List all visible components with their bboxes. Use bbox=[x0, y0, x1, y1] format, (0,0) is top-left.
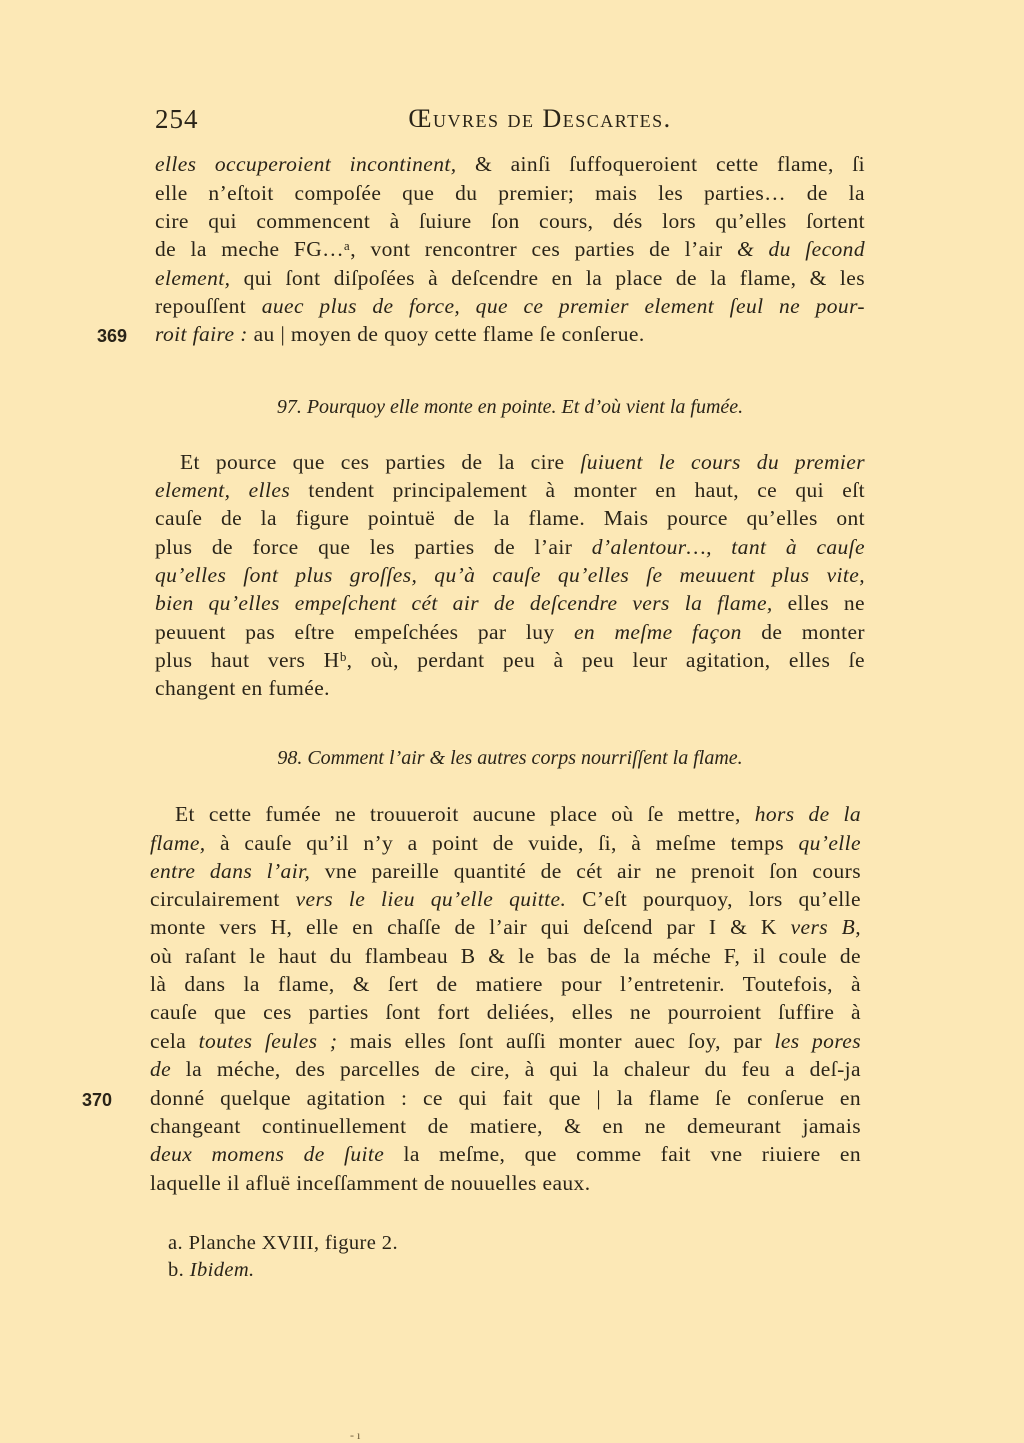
text-line: repouſſent auec plus de force, que ce premier element ſeul ne pour- bbox=[155, 294, 865, 318]
text-line: de la méche, des parcelles de cire, à qui la chaleur du feu a deſ-ja bbox=[150, 1057, 861, 1081]
section-heading: 97. Pourquoy elle monte en pointe. Et d’où vient la fumée. bbox=[276, 396, 744, 418]
text-line: changent en fumée. bbox=[155, 676, 330, 700]
page-number: 254 bbox=[155, 104, 199, 134]
text-line: elles occuperoient incontinent, & ainſi ſuffoqueroient cette flame, ſi bbox=[155, 152, 865, 176]
text-line: cire qui commencent à ſuiure ſon cours, dés lors qu’elles ſortent bbox=[155, 209, 865, 233]
bottom-mark: - ı bbox=[350, 1428, 361, 1442]
text-line: de la meche FG…ᵃ, vont rencontrer ces parties de l’air & du ſecond bbox=[155, 237, 865, 261]
text-line: element, elles tendent principalement à monter en haut, ce qui eſt bbox=[155, 478, 865, 502]
footnote: a. Planche XVIII, figure 2. bbox=[168, 1232, 398, 1254]
text-line: cauſe de la figure pointuë de la flame. Mais pource qu’elles ont bbox=[155, 506, 865, 530]
text-line: element, qui ſont diſpoſées à deſcendre en la place de la flame, & les bbox=[155, 266, 865, 290]
text-line: elle n’eſtoit compoſée que du premier; mais les parties… de la bbox=[155, 181, 865, 205]
text-line: peuuent pas eſtre empeſchées par luy en meſme façon de monter bbox=[155, 620, 865, 644]
running-head: Œuvres de Descartes. bbox=[408, 104, 672, 133]
text-line: laquelle il afluë inceſſamment de nouuelles eaux. bbox=[150, 1171, 591, 1195]
text-line: donné quelque agitation : ce qui fait que | la flame ſe conſerue en bbox=[150, 1086, 861, 1110]
text-line: Et cette fumée ne trouueroit aucune place où ſe mettre, hors de la bbox=[175, 802, 861, 826]
text-line: roit faire : au | moyen de quoy cette flame ſe conſerue. bbox=[155, 322, 645, 346]
text-line: Et pource que ces parties de la cire ſuiuent le cours du premier bbox=[180, 450, 865, 474]
page-header bbox=[155, 104, 865, 138]
text-line: cela toutes ſeules ; mais elles ſont auſſi monter auec ſoy, par les pores bbox=[150, 1029, 861, 1053]
text-line: là dans la flame, & ſert de matiere pour l’entretenir. Toutefois, à bbox=[150, 972, 861, 996]
text-line: plus de force que les parties de l’air d’alentour…, tant à cauſe bbox=[155, 535, 865, 559]
margin-number: 370 bbox=[82, 1090, 113, 1110]
text-line: circulairement vers le lieu qu’elle quitte. C’eſt pourquoy, lors qu’elle bbox=[150, 887, 861, 911]
text-line: cauſe que ces parties ſont fort deliées, elles ne pourroient ſuffire à bbox=[150, 1000, 861, 1024]
text-line: monte vers H, elle en chaſſe de l’air qui deſcend par I & K vers B, bbox=[150, 915, 861, 939]
text-line: plus haut vers Hᵇ, où, perdant peu à peu leur agitation, elles ſe bbox=[155, 648, 865, 672]
section-heading: 98. Comment l’air & les autres corps nourriſſent la flame. bbox=[277, 747, 743, 769]
text-line: qu’elles ſont plus groſſes, qu’à cauſe qu’elles ſe meuuent plus vite, bbox=[155, 563, 865, 587]
text-line: bien qu’elles empeſchent cét air de deſcendre vers la flame, elles ne bbox=[155, 591, 866, 615]
margin-number: 369 bbox=[97, 326, 128, 346]
text-line: entre dans l’air, vne pareille quantité de cét air ne prenoit ſon cours bbox=[150, 859, 862, 883]
text-line: où raſant le haut du flambeau B & le bas de la méche F, il coule de bbox=[150, 944, 861, 968]
text-line: flame, à cauſe qu’il n’y a point de vuide, ſi, à meſme temps qu’elle bbox=[150, 831, 861, 855]
text-line: changeant continuellement de matiere, & en ne demeurant jamais bbox=[150, 1114, 861, 1138]
text-line: deux momens de ſuite la meſme, que comme fait vne riuiere en bbox=[150, 1142, 861, 1166]
footnote: b. Ibidem. bbox=[168, 1259, 255, 1281]
